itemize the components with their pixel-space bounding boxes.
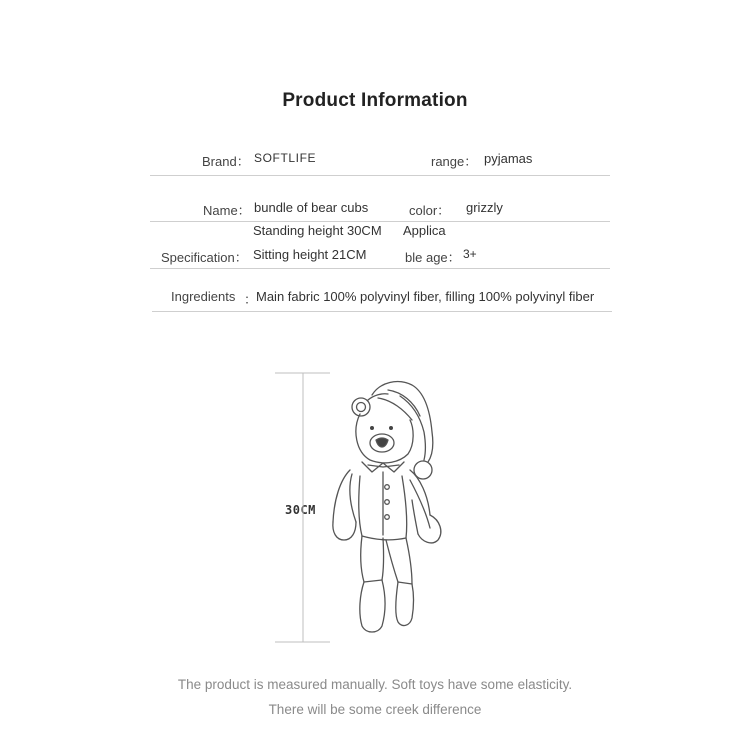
ingredients-label: Ingredients [171,289,236,304]
age-label-part1: Applica [403,223,446,238]
spec-value-standing: Standing height 30CM [253,223,382,238]
measurement-note-line2: There will be some creek difference [268,702,482,717]
specification-label: Specification： [161,250,248,265]
name-value: bundle of bear cubs [254,200,369,215]
brand-value: SOFTLIFE [254,151,317,165]
spec-value-sitting: Sitting height 21CM [253,247,367,262]
ingredients-colon: ： [244,292,258,307]
age-label-part2: ble age： [405,250,461,265]
bear-in-pyjamas-icon [333,382,441,632]
measurement-note-line1: The product is measured manually. Soft toys have some elasticity. [177,677,573,692]
color-value: grizzly [466,200,503,215]
brand-label: Brand： [202,154,250,169]
color-label: color： [409,203,451,218]
name-label: Name： [203,203,251,218]
ingredients-value: Main fabric 100% polyvinyl fiber, filling 100% polyvinyl fiber [256,289,595,304]
range-value: pyjamas [484,151,533,166]
range-label: range： [431,154,478,169]
age-value: 3+ [463,247,477,261]
height-measure-label: 30CM [285,503,316,517]
page-title: Product Information [282,90,468,111]
height-measure-line [275,373,330,642]
